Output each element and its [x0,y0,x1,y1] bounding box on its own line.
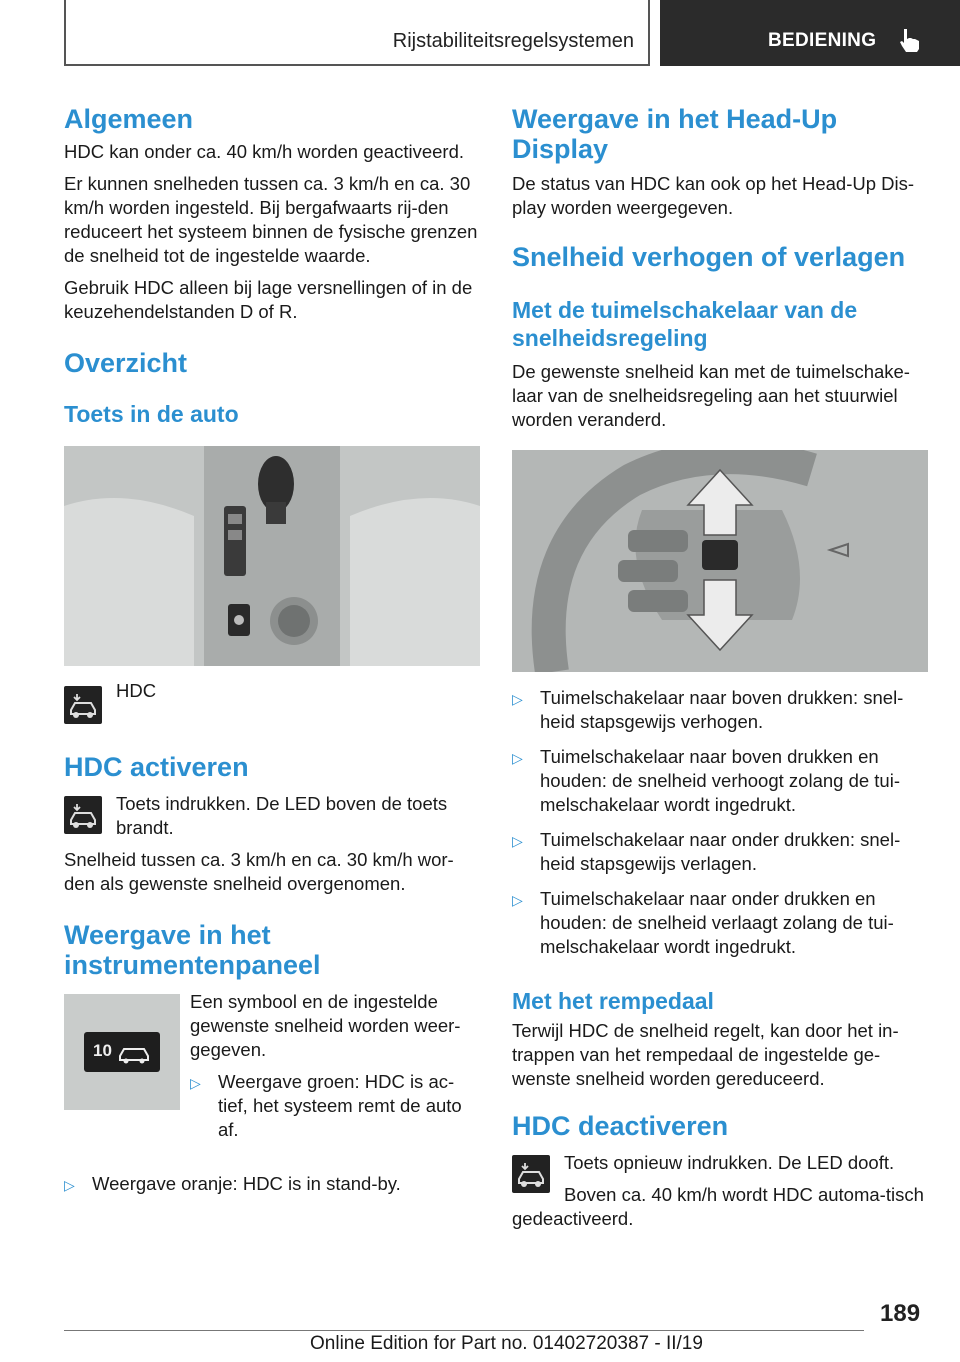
algemeen-paragraph-3: Gebruik HDC alleen bij lage versnellingen of in de keuzehendelstanden D of R. [64,277,473,322]
heading-toets-in-de-auto: Toets in de auto [64,401,239,427]
heading-hud-line2: Display [512,134,609,164]
heading-snelheid: Snelheid verhogen of verlagen [512,242,906,272]
list-item-green [190,1070,480,1142]
list-item [512,745,928,817]
hdc-display-car-icon [116,1038,156,1066]
hdc-button-icon-activate [64,796,102,834]
header-section-tab [64,0,650,66]
instrument-display-image [64,994,180,1110]
header-section-title: Rijstabiliteitsregelsystemen [392,30,634,52]
hdc-button-icon [64,686,102,724]
heading-overzicht: Overzicht [64,348,188,378]
hdc-label: HDC [116,680,157,701]
triangle-bullet-icon: ▷ [190,1075,201,1091]
center-console-illustration [64,446,480,666]
list-item [512,828,928,876]
weergave-paragraph: Een symbool en de ingestelde gewenste snelheid worden weer-gegeven. [190,991,461,1060]
deactiveren-paragraph-1: Toets opnieuw indrukken. De LED dooft. [564,1152,895,1173]
list-item [512,686,928,734]
triangle-bullet-icon: ▷ [512,691,523,707]
center-console-photo [64,446,480,666]
triangle-bullet-icon: ▷ [512,833,523,849]
display-speed-value: 10 [93,1041,112,1060]
algemeen-paragraph-2: Er kunnen snelheden tussen ca. 3 km/h en ca. 30 km/h worden ingesteld. Bij bergafwaarts rij-den reduceert het systeem binnen de fysische grenzen de snelheid tot de ingestelde waarde. [64,173,478,266]
heading-hdc-deactiveren: HDC deactiveren [512,1111,729,1141]
activeren-paragraph-2: Snelheid tussen ca. 3 km/h en ca. 30 km/h wor-den als gewenste snelheid overgenomen. [64,849,454,894]
footer-edition: Online Edition for Part no. 01402720387 - II/19 [310,1333,703,1354]
activeren-paragraph-1: Toets indrukken. De LED boven de toets brandt. [116,793,448,838]
list-item-text: Tuimelschakelaar naar boven drukken en houden: de snelheid verhoogt zolang de tui-melschakelaar wordt ingedrukt. [540,746,900,815]
algemeen-paragraph-1: HDC kan onder ca. 40 km/h worden geactiveerd. [64,141,465,162]
list-item-green-text: Weergave groen: HDC is ac-tief, het systeem remt de auto af. [218,1071,462,1140]
triangle-bullet-icon: ▷ [64,1177,75,1193]
list-item-text: Tuimelschakelaar naar onder drukken en houden: de snelheid verlaagt zolang de tui-melschakelaar wordt ingedrukt. [540,888,894,957]
heading-weergave-instrumentenpaneel-line1: Weergave in het [64,920,271,950]
hud-paragraph: De status van HDC kan ook op het Head-Up Dis-play worden weergegeven. [512,173,915,218]
footer-divider [64,1330,864,1331]
list-item-text: Tuimelschakelaar naar onder drukken: snel-heid stapsgewijs verlagen. [540,829,901,874]
header-chapter-title: BEDIENING [768,30,877,51]
list-item-orange [64,1172,480,1197]
header-chapter-tab [660,0,960,66]
steering-wheel-photo [512,450,928,672]
triangle-bullet-icon: ▷ [512,750,523,766]
page-number: 189 [880,1300,921,1327]
rempedaal-paragraph: Terwijl HDC de snelheid regelt, kan door het in-trappen van het rempedaal de ingestelde ge-wenste snelheid worden gereduceerd. [512,1020,899,1089]
list-item-orange-text: Weergave oranje: HDC is in stand-by. [92,1173,401,1194]
list-item [512,887,928,959]
triangle-bullet-icon: ▷ [512,892,523,908]
tuimel-bullet-list [512,686,928,959]
left-column [64,100,480,1197]
heading-hud-line1: Weergave in het Head-Up [512,104,838,134]
deactiveren-paragraph-2: Boven ca. 40 km/h wordt HDC automa-tisch gedeactiveerd. [512,1184,924,1229]
heading-tuimel-line1: Met de tuimelschakelaar van de [512,297,858,323]
heading-rempedaal: Met het rempedaal [512,988,714,1014]
right-column [512,100,928,1231]
heading-hdc-activeren: HDC activeren [64,752,249,782]
heading-weergave-instrumentenpaneel-line2: instrumentenpaneel [64,950,321,980]
heading-algemeen: Algemeen [64,104,194,134]
tuimel-paragraph: De gewenste snelheid kan met de tuimelschake-laar van de snelheidsregeling aan het stuurwiel worden veranderd. [512,361,910,430]
hdc-button-icon-deactivate [512,1155,550,1193]
pointing-hand-icon [898,27,922,53]
steering-wheel-illustration [512,450,928,672]
heading-tuimel-line2: snelheidsregeling [512,325,708,351]
list-item-text: Tuimelschakelaar naar boven drukken: snel-heid stapsgewijs verhogen. [540,687,904,732]
